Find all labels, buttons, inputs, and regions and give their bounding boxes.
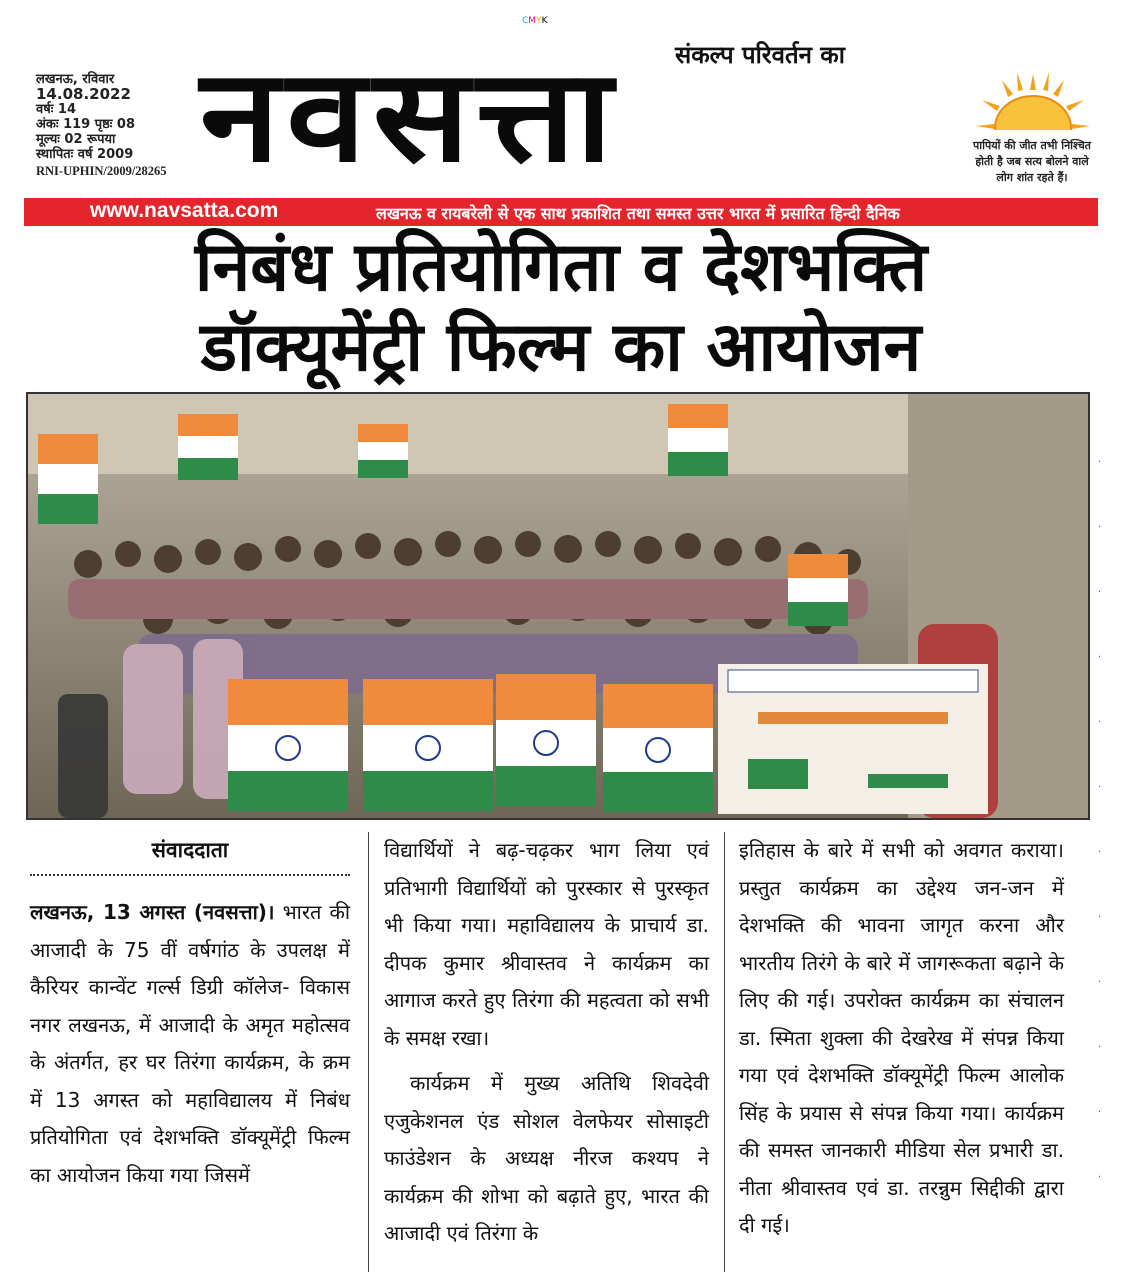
column-2-paragraph-1: विद्यार्थियों ने बढ़-चढ़कर भाग लिया एवं प्रतिभागी विद्यार्थियों को पुरस्कार से पुरस्कृत भी किया गया। महाविद्यालय के प्राचार्य डा. दीपक कुमार श्रीवास्तव ने कार्यक्रम का आगाज करते हुए तिरंगा की महत्वता को सभी के समक्ष रखा। [384,838,709,1050]
headline-line-1: निबंध प्रतियोगिता व देशभक्ति [194,228,928,307]
article-column-1 [30,832,350,1194]
quote-line-3: लोग शांत रहते हैं। [996,171,1068,184]
website-banner [24,198,1098,226]
article-photo [26,392,1090,820]
column-2-paragraph-2: कार्यक्रम में मुख्य अतिथि शिवदेवी एजुकेशनल एंड सोशल वेलफेयर सोसाइटी फाउंडेशन के अध्यक्ष नीरज कश्यप ने कार्यक्रम की शोभा को बढ़ाते हुए, भारत की आजादी एवं तिरंगा के [384,1071,709,1245]
edition-year: वर्षः 14 [36,102,76,117]
newspaper-title: नवसत्ता [200,42,620,191]
quote-line-1: पापियों की जीत तभी निश्चित [973,139,1091,152]
edition-info [36,72,167,179]
column-1-body: भारत की आजादी के 75 वीं वर्षगांठ के उपलक्ष में कैरियर कान्वेंट गर्ल्स डिग्री कॉलेज- विकास नगर लखनऊ, में आजादी के अमृत महोत्सव के अंतर्गत, हर घर तिरंगा कार्यक्रम, के क्रम में 13 अगस्त को महाविद्यालय में निबंध प्रतियोगिता एवं देशभक्ति डॉक्यूमेंट्री फिल्म का आयोजन किया गया जिसमें [30,900,351,1187]
edition-price: मूल्यः 02 रूपया [36,132,116,147]
edition-date: 14.08.2022 [36,85,131,103]
cmyk-marks [522,16,547,26]
banner-description: लखनऊ व रायबरेली से एक साथ प्रकाशित तथा समस्त उत्तर भारत में प्रसारित हिन्दी दैनिक [376,204,900,223]
headline-line-2: डॉक्यूमेंट्री फिल्म का आयोजन [200,308,922,387]
article-column-2 [384,832,709,1253]
column-divider-1 [368,832,369,1272]
cmyk-k: K [541,16,548,26]
established: स्थापितः वर्ष 2009 [36,147,134,162]
rni-number: RNI-UPHIN/2009/28265 [36,164,167,178]
sun-icon [972,66,1094,146]
edition-issue: अंकः 119 पृष्ठः 08 [36,117,136,132]
city-day: लखनऊ, रविवार [36,72,115,87]
article-column-3 [739,832,1064,1245]
website-link[interactable]: www.navsatta.com [90,199,279,222]
cmyk-m: M [528,16,537,26]
article-headline [24,228,1098,388]
column-divider-2 [724,832,725,1272]
held-flags [228,664,988,814]
dateline: लखनऊ, 13 अगस्त (नवसत्ता)। [30,900,275,924]
cmyk-y: Y [536,16,542,26]
byline: संवाददाता [151,838,229,862]
group-photo-illustration [28,394,1088,818]
masthead-tagline: संकल्प परिवर्तन का [675,41,845,69]
column-3-text: इतिहास के बारे में सभी को अवगत कराया। प्रस्तुत कार्यक्रम का उद्देश्य जन-जन में देशभक्ति की भावना जागृत करना और भारतीय तिरंगे के बारे में जागरूकता बढ़ाने के लिए की गई। उपरोक्त कार्यक्रम का संचालन डा. स्मिता शुक्ला की देखरेख में संपन्न किया गया एवं देशभक्ति डॉक्यूमेंट्री फिल्म आलोक सिंह के प्रयास से संपन्न किया गया। कार्यक्रम की समस्त जानकारी मीडिया सेल प्रभारी डा. नीता श्रीवास्तव एवं डा. तरन्नुम सिद्दीकी द्वारा दी गई। [739,838,1064,1237]
column-1-text [30,894,350,1194]
byline-divider [30,874,350,876]
quote-line-2: होती है जब सत्य बोलने वाले [975,155,1089,168]
masthead-quote [957,138,1107,186]
margin-marks: · · · · · · · · · · · · [1098,457,1102,1183]
cmyk-c: C [522,16,529,26]
